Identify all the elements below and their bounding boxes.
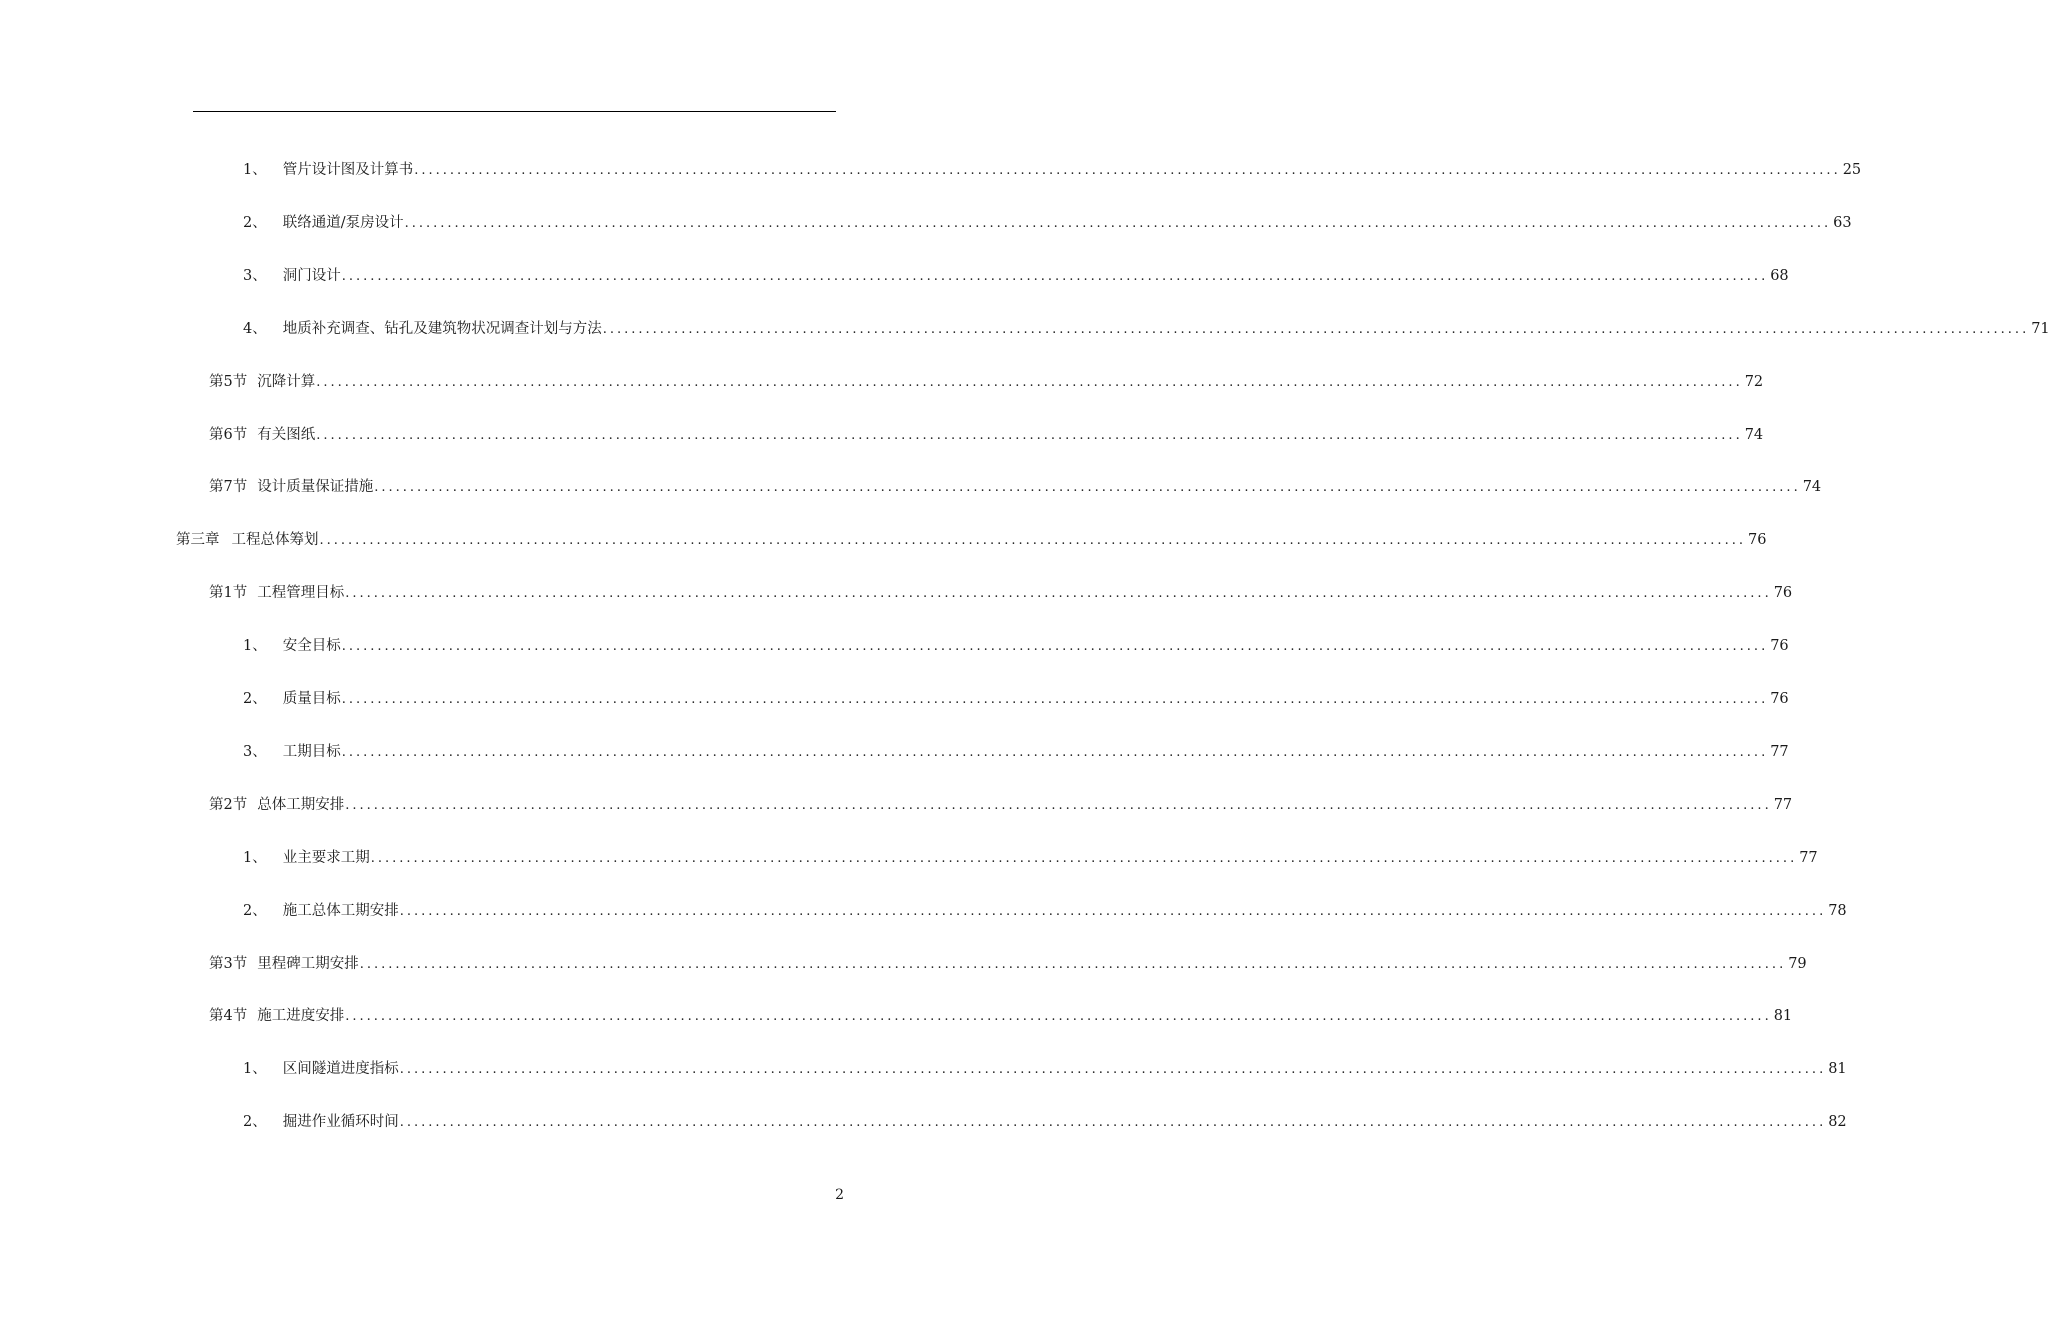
toc-entry[interactable]: [243, 1058, 1847, 1080]
toc-entry[interactable]: [243, 688, 1789, 710]
toc-dot-leader: ........................................................................................................................................................................................................: [341, 269, 1769, 284]
toc-entry-title: 联络通道/泵房设计: [282, 215, 404, 231]
toc-entry-number: 4、: [243, 321, 267, 337]
toc-entry-title: 设计质量保证措施: [257, 479, 374, 495]
toc-dot-leader: ........................................................................................................................................................................................................: [341, 745, 1769, 760]
toc-entry[interactable]: [209, 424, 1764, 446]
toc-dot-leader: ........................................................................................................................................................................................................: [345, 1009, 1772, 1024]
toc-entry-title: 施工进度安排: [257, 1008, 345, 1024]
toc-entry-number: 2、: [243, 1114, 267, 1130]
toc-entry-page: 71: [2031, 321, 2050, 337]
toc-entry-title: 总体工期安排: [257, 797, 345, 813]
toc-entry-page: 72: [1744, 374, 1764, 390]
toc-entry-number: 第4节: [209, 1008, 248, 1024]
toc-entry[interactable]: [243, 212, 1852, 234]
toc-entry-number: 第三章: [176, 532, 220, 548]
toc-entry-page: 74: [1744, 427, 1764, 443]
toc-entry-number: 2、: [243, 691, 267, 707]
toc-entry[interactable]: [209, 476, 1822, 498]
toc-entry-number: 3、: [243, 268, 267, 284]
toc-dot-leader: ........................................................................................................................................................................................................: [316, 375, 1743, 390]
toc-entry-number: 第1节: [209, 585, 248, 601]
toc-dot-leader: ........................................................................................................................................................................................................: [399, 904, 1827, 919]
toc-entry-number: 第5节: [209, 374, 248, 390]
toc-entry-title: 安全目标: [282, 638, 341, 654]
toc-entry-title: 洞门设计: [282, 268, 341, 284]
toc-entry-number: 第3节: [209, 956, 248, 972]
toc-dot-leader: ........................................................................................................................................................................................................: [370, 851, 1798, 866]
toc-entry-page: 76: [1773, 585, 1793, 601]
toc-entry-page: 76: [1770, 638, 1789, 654]
toc-entry-number: 1、: [243, 162, 267, 178]
toc-dot-leader: ........................................................................................................................................................................................................: [341, 692, 1769, 707]
toc-entry[interactable]: [243, 318, 2050, 340]
toc-entry-number: 1、: [243, 1061, 267, 1077]
toc-entry-title: 业主要求工期: [282, 850, 370, 866]
toc-entry-title: 里程碑工期安排: [257, 956, 359, 972]
toc-dot-leader: ........................................................................................................................................................................................................: [602, 322, 2030, 337]
toc-entry-title: 管片设计图及计算书: [282, 162, 414, 178]
toc-entry[interactable]: [243, 900, 1847, 922]
toc-dot-leader: ........................................................................................................................................................................................................: [316, 428, 1743, 443]
toc-entry[interactable]: [243, 847, 1818, 869]
toc-entry-title: 工程总体筹划: [231, 532, 319, 548]
toc-entry-number: 第6节: [209, 427, 248, 443]
toc-entry-number: 2、: [243, 903, 267, 919]
toc-dot-leader: ........................................................................................................................................................................................................: [341, 639, 1769, 654]
toc-entry-title: 沉降计算: [257, 374, 316, 390]
toc-entry-title: 工期目标: [282, 744, 341, 760]
toc-entry-page: 76: [1770, 691, 1789, 707]
toc-entry[interactable]: [243, 265, 1789, 287]
toc-dot-leader: ........................................................................................................................................................................................................: [345, 586, 1772, 601]
page-number: 2: [835, 1187, 844, 1203]
toc-entry-title: 质量目标: [282, 691, 341, 707]
toc-entry-page: 77: [1799, 850, 1818, 866]
toc-entry[interactable]: [176, 529, 1767, 551]
toc-entry-title: 掘进作业循环时间: [282, 1114, 399, 1130]
toc-entry-page: 82: [1828, 1114, 1847, 1130]
toc-entry[interactable]: [243, 1111, 1847, 1133]
toc-dot-leader: ........................................................................................................................................................................................................: [345, 798, 1772, 813]
toc-entry[interactable]: [243, 159, 1862, 181]
toc-entry-page: 63: [1833, 215, 1852, 231]
toc-dot-leader: ........................................................................................................................................................................................................: [399, 1062, 1827, 1077]
toc-dot-leader: ........................................................................................................................................................................................................: [399, 1115, 1827, 1130]
toc-entry[interactable]: [209, 953, 1807, 975]
toc-entry[interactable]: [243, 635, 1789, 657]
toc-entry-number: 1、: [243, 638, 267, 654]
toc-entry-page: 76: [1747, 532, 1767, 548]
toc-entry-number: 3、: [243, 744, 267, 760]
toc-entry-page: 74: [1802, 479, 1822, 495]
toc-entry[interactable]: [209, 794, 1793, 816]
toc-entry[interactable]: [209, 371, 1764, 393]
toc-entry-number: 第2节: [209, 797, 248, 813]
toc-entry-page: 79: [1788, 956, 1807, 972]
toc-entry-page: 25: [1842, 162, 1862, 178]
toc-dot-leader: ........................................................................................................................................................................................................: [404, 216, 1832, 231]
toc-dot-leader: ........................................................................................................................................................................................................: [374, 480, 1801, 495]
toc-entry-title: 工程管理目标: [257, 585, 345, 601]
toc-entry-title: 地质补充调查、钻孔及建筑物状况调查计划与方法: [282, 321, 602, 337]
toc-entry-page: 81: [1828, 1061, 1847, 1077]
toc-dot-leader: ........................................................................................................................................................................................................: [414, 163, 1841, 178]
toc-dot-leader: ........................................................................................................................................................................................................: [319, 533, 1746, 548]
toc-entry-number: 第7节: [209, 479, 248, 495]
toc-entry[interactable]: [243, 741, 1789, 763]
toc-entry-page: 78: [1828, 903, 1847, 919]
toc-entry-title: 施工总体工期安排: [282, 903, 399, 919]
toc-entry-page: 77: [1773, 797, 1793, 813]
toc-entry-title: 有关图纸: [257, 427, 316, 443]
toc-entry[interactable]: [209, 1005, 1793, 1027]
toc-entry-page: 68: [1770, 268, 1789, 284]
toc-entry-page: 81: [1773, 1008, 1793, 1024]
toc-entry-page: 77: [1770, 744, 1789, 760]
toc-entry-title: 区间隧道进度指标: [282, 1061, 399, 1077]
toc-entry[interactable]: [209, 582, 1793, 604]
toc-entry-number: 1、: [243, 850, 267, 866]
header-rule: [193, 111, 836, 112]
toc-dot-leader: ........................................................................................................................................................................................................: [359, 957, 1787, 972]
toc-entry-number: 2、: [243, 215, 267, 231]
